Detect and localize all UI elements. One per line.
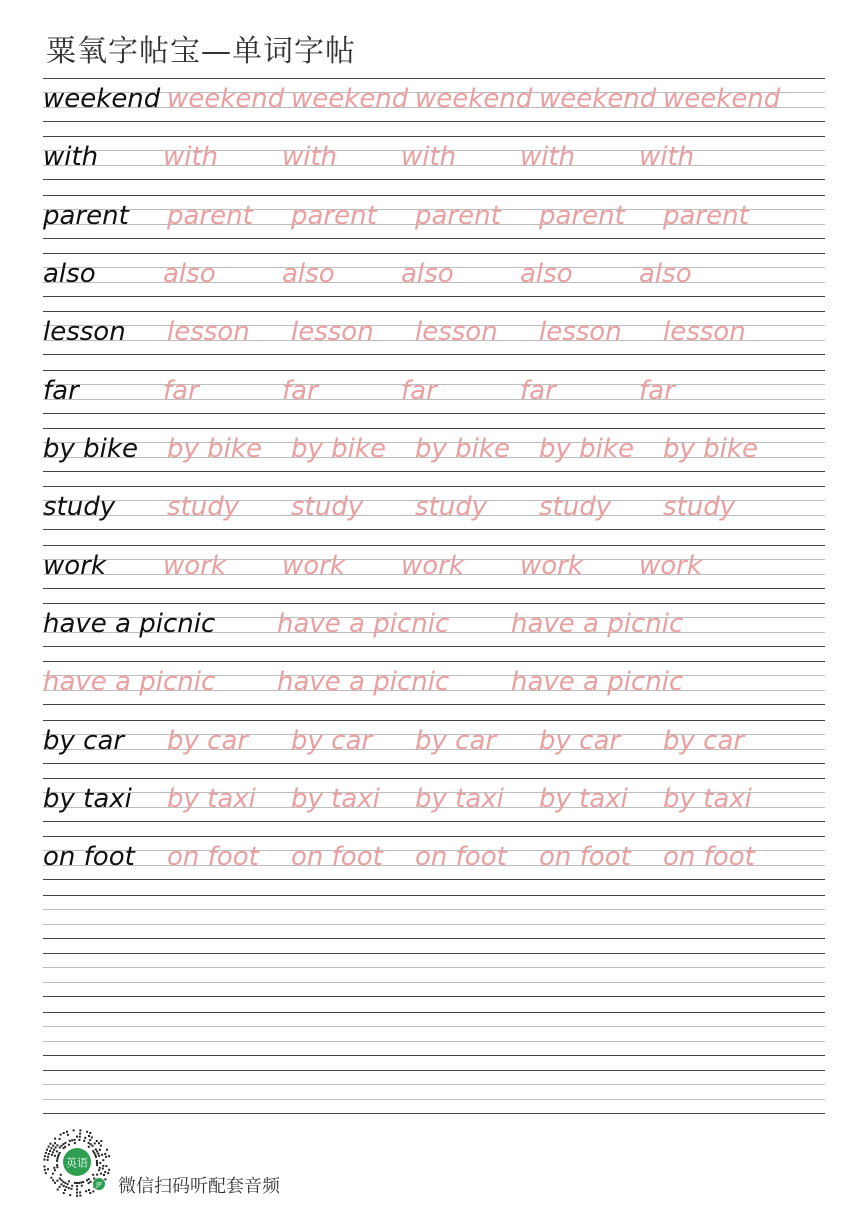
four-line-guide — [43, 1012, 825, 1070]
qr-dot — [63, 1185, 65, 1187]
qr-dot — [59, 1138, 61, 1140]
trace-word: work — [282, 550, 345, 581]
trace-word: also — [639, 259, 692, 290]
trace-word: by bike — [415, 434, 510, 465]
qr-dot — [105, 1156, 107, 1158]
qr-dot — [88, 1189, 90, 1191]
guide-line — [43, 413, 825, 414]
qr-dot — [108, 1155, 110, 1157]
qr-dot — [76, 1192, 78, 1194]
qr-dot — [79, 1136, 81, 1138]
model-word: also — [43, 259, 96, 290]
guide-line — [43, 1084, 825, 1085]
qr-dot — [76, 1195, 78, 1197]
guide-line — [43, 895, 825, 896]
qr-dot — [50, 1177, 52, 1179]
qr-dot — [96, 1162, 98, 1164]
trace-word: study — [415, 492, 488, 523]
model-word: on foot — [43, 842, 135, 873]
guide-line — [43, 661, 825, 662]
trace-word: lesson — [167, 317, 250, 348]
guide-line — [43, 428, 825, 429]
qr-dot — [54, 1142, 56, 1144]
trace-word: by taxi — [415, 784, 504, 815]
guide-line — [43, 938, 825, 939]
trace-word: work — [639, 550, 702, 581]
qr-dot — [97, 1153, 99, 1155]
model-word: study — [43, 492, 116, 523]
trace-word: far — [282, 375, 318, 406]
guide-line — [43, 545, 825, 546]
trace-word: by taxi — [663, 784, 752, 815]
qr-dot — [60, 1174, 62, 1176]
trace-word: by car — [539, 725, 621, 756]
guide-line — [43, 588, 825, 589]
qr-dot — [96, 1160, 98, 1162]
guide-line — [43, 471, 825, 472]
qr-dot — [68, 1144, 70, 1146]
qr-dot — [88, 1178, 90, 1180]
qr-dot — [67, 1134, 69, 1136]
qr-dot — [63, 1192, 65, 1194]
qr-dot — [68, 1180, 70, 1182]
guide-line — [43, 967, 825, 968]
qr-dot — [56, 1160, 58, 1162]
trace-word: by car — [167, 725, 249, 756]
guide-line — [43, 909, 825, 910]
qr-dot — [96, 1174, 98, 1176]
guide-line — [43, 136, 825, 137]
qr-dot — [50, 1143, 52, 1145]
qr-dot — [64, 1146, 66, 1148]
qr-dot — [93, 1152, 95, 1154]
qr-dot — [96, 1140, 98, 1142]
model-word: by bike — [43, 434, 138, 465]
qr-dot — [47, 1168, 49, 1170]
trace-word: by taxi — [291, 784, 380, 815]
qr-dot — [78, 1139, 80, 1141]
practice-row — [43, 253, 825, 311]
guide-line — [43, 924, 825, 925]
trace-word: parent — [663, 200, 749, 231]
qr-badge-label: JP — [96, 1181, 102, 1189]
model-word: by taxi — [43, 784, 132, 815]
qr-dot — [102, 1159, 104, 1161]
model-word: lesson — [43, 317, 126, 348]
guide-line — [43, 1099, 825, 1100]
trace-word: work — [163, 550, 226, 581]
practice-row — [43, 136, 825, 194]
qr-dot — [89, 1192, 91, 1194]
trace-word: study — [167, 492, 240, 523]
qr-dot — [45, 1172, 47, 1174]
sheet-bottom-line — [43, 1113, 825, 1114]
qr-dot — [99, 1167, 101, 1169]
qr-dot — [104, 1171, 106, 1173]
practice-row — [43, 311, 825, 369]
qr-dot — [104, 1153, 106, 1155]
guide-line — [43, 370, 825, 371]
guide-line — [43, 1055, 825, 1056]
qr-dot — [56, 1166, 58, 1168]
qr-dot — [76, 1185, 78, 1187]
practice-row — [43, 603, 825, 661]
trace-word: have a picnic — [277, 667, 450, 698]
qr-dot — [105, 1165, 107, 1167]
guide-line — [43, 195, 825, 196]
qr-dot — [92, 1145, 94, 1147]
trace-word: on foot — [663, 842, 755, 873]
qr-dot — [85, 1190, 87, 1192]
qr-dot — [73, 1129, 75, 1131]
qr-dot — [61, 1183, 63, 1185]
qr-dot — [44, 1155, 46, 1157]
qr-dot — [89, 1132, 91, 1134]
trace-word: by bike — [663, 434, 758, 465]
qr-dot — [56, 1158, 58, 1160]
qr-dot — [56, 1164, 58, 1166]
qr-dot — [86, 1131, 88, 1133]
qr-dot — [51, 1154, 53, 1156]
trace-word: by taxi — [539, 784, 628, 815]
guide-line — [43, 704, 825, 705]
qr-dot — [88, 1142, 90, 1144]
practice-row — [43, 953, 825, 1011]
qr-dot — [48, 1146, 50, 1148]
practice-row — [43, 1070, 825, 1128]
trace-word: weekend — [167, 84, 285, 114]
qr-dot — [88, 1146, 90, 1148]
practice-row — [43, 195, 825, 253]
page-title: 粟氧字帖宝—单词字帖 — [46, 34, 356, 69]
qr-dot — [63, 1132, 65, 1134]
practice-row — [43, 78, 825, 136]
trace-word: on foot — [415, 842, 507, 873]
qr-dot — [90, 1143, 92, 1145]
qr-dot — [58, 1154, 60, 1156]
practice-row — [43, 836, 825, 894]
qr-dot — [99, 1149, 101, 1151]
qr-dot — [98, 1169, 100, 1171]
guide-line — [43, 603, 825, 604]
qr-dot — [48, 1153, 50, 1155]
qr-dot — [84, 1137, 86, 1139]
qr-dot — [82, 1181, 84, 1183]
qr-dot — [69, 1194, 71, 1196]
qr-dot — [64, 1182, 66, 1184]
qr-dot — [79, 1191, 81, 1193]
qr-dot — [59, 1147, 61, 1149]
guide-line — [43, 763, 825, 764]
trace-word: with — [639, 142, 695, 173]
qr-dot — [54, 1155, 56, 1157]
qr-dot — [108, 1169, 110, 1171]
qr-dot — [50, 1147, 52, 1149]
trace-word: also — [520, 259, 573, 290]
qr-dot — [68, 1187, 70, 1189]
practice-row — [43, 895, 825, 953]
qr-dot — [55, 1147, 57, 1149]
qr-dot — [52, 1173, 54, 1175]
trace-word: parent — [539, 200, 625, 231]
model-word: work — [43, 550, 106, 581]
practice-row — [43, 1012, 825, 1070]
qr-dot — [93, 1178, 95, 1180]
trace-word: with — [282, 142, 338, 173]
trace-word: lesson — [291, 317, 374, 348]
guide-line — [43, 646, 825, 647]
trace-word: also — [401, 259, 454, 290]
qr-dot — [64, 1189, 66, 1191]
trace-word: study — [663, 492, 736, 523]
guide-line — [43, 821, 825, 822]
trace-word: with — [163, 142, 219, 173]
qr-dot — [43, 1165, 45, 1167]
qr-dot — [54, 1169, 56, 1171]
model-word: with — [43, 142, 99, 173]
qr-dot — [62, 1143, 64, 1145]
trace-word: weekend — [539, 84, 657, 114]
qr-dot — [78, 1182, 80, 1184]
practice-row — [43, 720, 825, 778]
qr-dot — [103, 1174, 105, 1176]
qr-dot — [44, 1169, 46, 1171]
guide-line — [43, 720, 825, 721]
guide-line — [43, 354, 825, 355]
qr-dot — [74, 1142, 76, 1144]
practice-row — [43, 545, 825, 603]
qr-dot — [60, 1134, 62, 1136]
qr-dot — [76, 1136, 78, 1138]
qr-dot — [96, 1150, 98, 1152]
qr-dot — [74, 1139, 76, 1141]
qr-dot — [71, 1139, 73, 1141]
qr-dot — [54, 1138, 56, 1140]
qr-dot — [56, 1150, 58, 1152]
qr-dot — [94, 1142, 96, 1144]
guide-line — [43, 1012, 825, 1013]
qr-dot — [59, 1178, 61, 1180]
qr-dot — [52, 1145, 54, 1147]
guide-line — [43, 1026, 825, 1027]
guide-line — [43, 529, 825, 530]
qr-dot — [69, 1140, 71, 1142]
guide-line — [43, 253, 825, 254]
trace-word: far — [401, 375, 437, 406]
guide-line — [43, 1070, 825, 1071]
qr-dot — [95, 1156, 97, 1158]
qr-dot — [100, 1140, 102, 1142]
trace-word: lesson — [663, 317, 746, 348]
trace-word: by bike — [167, 434, 262, 465]
qr-dot — [92, 1150, 94, 1152]
trace-word: by car — [663, 725, 745, 756]
qr-dot — [54, 1182, 56, 1184]
qr-dot — [106, 1149, 108, 1151]
qr-dot — [92, 1190, 94, 1192]
handwriting-practice-sheet — [43, 78, 825, 1128]
qr-dot — [76, 1188, 78, 1190]
guide-line — [43, 996, 825, 997]
qr-dot — [94, 1154, 96, 1156]
qr-dot — [88, 1135, 90, 1137]
qr-dot — [64, 1142, 66, 1144]
guide-line — [43, 953, 825, 954]
qr-dot — [52, 1151, 54, 1153]
trace-word: have a picnic — [511, 667, 684, 698]
practice-row — [43, 486, 825, 544]
qr-dot — [59, 1186, 61, 1188]
qr-dot — [91, 1136, 93, 1138]
trace-word: by car — [291, 725, 373, 756]
qr-dot — [53, 1149, 55, 1151]
qr-dot — [56, 1180, 58, 1182]
qr-dot — [71, 1185, 73, 1187]
practice-row — [43, 370, 825, 428]
trace-word: weekend — [291, 84, 409, 114]
qr-dot — [76, 1182, 78, 1184]
qr-dot — [71, 1188, 73, 1190]
trace-word: on foot — [291, 842, 383, 873]
model-word: weekend — [43, 84, 161, 114]
trace-word: on foot — [167, 842, 259, 873]
practice-row — [43, 661, 825, 719]
qr-dot — [47, 1159, 49, 1161]
qr-dot — [66, 1131, 68, 1133]
trace-word: work — [520, 550, 583, 581]
guide-line — [43, 78, 825, 79]
trace-word: have a picnic — [277, 609, 450, 640]
qr-dot — [61, 1145, 63, 1147]
trace-word: parent — [415, 200, 501, 231]
practice-row — [43, 428, 825, 486]
qr-dot — [47, 1156, 49, 1158]
guide-line — [43, 879, 825, 880]
qr-dot — [83, 1140, 85, 1142]
trace-word: have a picnic — [43, 667, 216, 698]
guide-line — [43, 778, 825, 779]
trace-word: lesson — [415, 317, 498, 348]
qr-dot — [49, 1150, 51, 1152]
trace-word: far — [163, 375, 199, 406]
model-word: far — [43, 375, 79, 406]
qr-dot — [90, 1181, 92, 1183]
qr-dot — [45, 1152, 47, 1154]
trace-word: parent — [167, 200, 253, 231]
qr-dot — [57, 1156, 59, 1158]
trace-word: by car — [415, 725, 497, 756]
trace-word: far — [520, 375, 556, 406]
trace-word: also — [163, 259, 216, 290]
trace-word: weekend — [663, 84, 781, 114]
qr-dot — [92, 1174, 94, 1176]
model-word: have a picnic — [43, 609, 216, 640]
four-line-guide — [43, 895, 825, 953]
qr-dot — [52, 1179, 54, 1181]
qr-dot — [107, 1172, 109, 1174]
trace-word: by taxi — [167, 784, 256, 815]
trace-word: study — [291, 492, 364, 523]
qr-dot — [81, 1185, 83, 1187]
qr-dot — [102, 1168, 104, 1170]
qr-dot — [100, 1145, 102, 1147]
guide-line — [43, 296, 825, 297]
qr-code-icon[interactable] — [42, 1128, 112, 1198]
qr-dot — [100, 1173, 102, 1175]
model-word: parent — [43, 200, 129, 231]
trace-word: with — [520, 142, 576, 173]
trace-word: work — [401, 550, 464, 581]
qr-dot — [56, 1144, 58, 1146]
trace-word: by bike — [291, 434, 386, 465]
qr-dot — [79, 1133, 81, 1135]
qr-dot — [86, 1179, 88, 1181]
model-word: by car — [43, 725, 125, 756]
qr-dot — [102, 1165, 104, 1167]
qr-dot — [98, 1155, 100, 1157]
trace-word: with — [401, 142, 457, 173]
trace-word: study — [539, 492, 612, 523]
guide-line — [43, 121, 825, 122]
qr-dot — [95, 1148, 97, 1150]
qr-dot — [79, 1129, 81, 1131]
trace-word: by bike — [539, 434, 634, 465]
trace-word: on foot — [539, 842, 631, 873]
qr-dot — [53, 1167, 55, 1169]
qr-dot — [67, 1183, 69, 1185]
qr-dot — [74, 1182, 76, 1184]
qr-dot — [57, 1189, 59, 1191]
four-line-guide — [43, 953, 825, 1011]
guide-line — [43, 982, 825, 983]
qr-dot — [62, 1181, 64, 1183]
trace-word: parent — [291, 200, 377, 231]
trace-word: have a picnic — [511, 609, 684, 640]
guide-line — [43, 836, 825, 837]
guide-line — [43, 486, 825, 487]
qr-dot — [101, 1154, 103, 1156]
qr-dot — [104, 1178, 106, 1180]
qr-dot — [89, 1139, 91, 1141]
trace-word: weekend — [415, 84, 533, 114]
qr-dot — [88, 1182, 90, 1184]
trace-word: far — [639, 375, 675, 406]
guide-line — [43, 179, 825, 180]
qr-dot — [80, 1182, 82, 1184]
qr-dot — [98, 1142, 100, 1144]
scan-audio-caption: 微信扫码听配套音频 — [118, 1176, 280, 1197]
qr-dot — [65, 1186, 67, 1188]
guide-line — [43, 311, 825, 312]
qr-dot — [59, 1152, 61, 1154]
qr-center-label: 英语 — [66, 1156, 88, 1170]
qr-dot — [79, 1195, 81, 1197]
guide-line — [43, 1041, 825, 1042]
trace-word: also — [282, 259, 335, 290]
qr-dot — [96, 1164, 98, 1166]
qr-dot — [43, 1159, 45, 1161]
practice-row — [43, 778, 825, 836]
qr-dot — [46, 1149, 48, 1151]
qr-dot — [99, 1162, 101, 1164]
guide-line — [43, 238, 825, 239]
trace-word: lesson — [539, 317, 622, 348]
four-line-guide — [43, 1070, 825, 1128]
